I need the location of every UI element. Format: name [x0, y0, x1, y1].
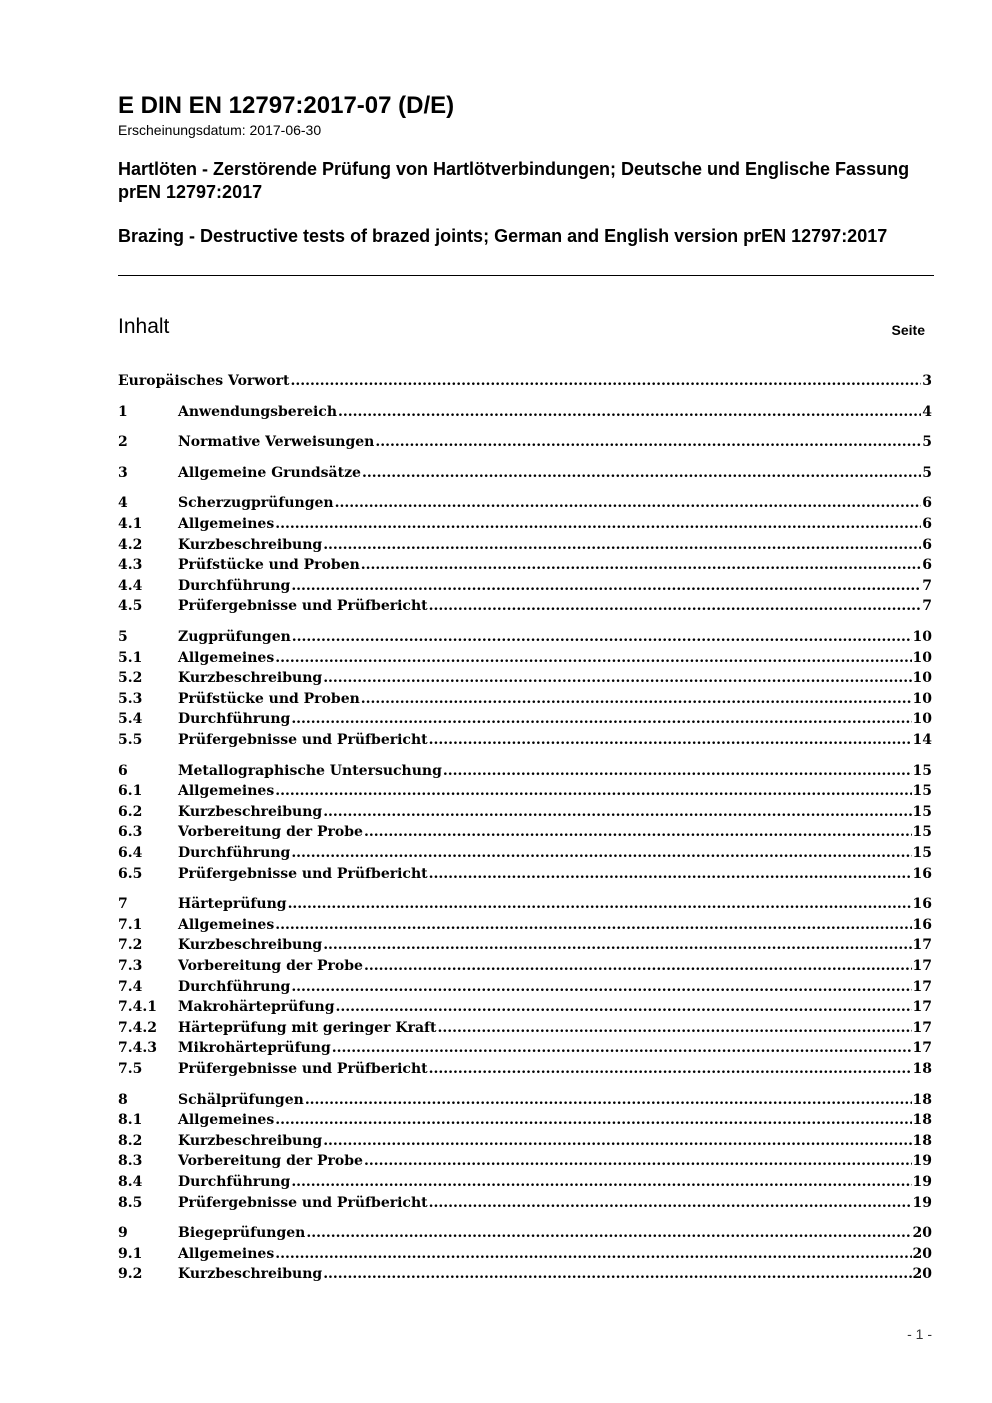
- toc-entry-title: Metallographische Untersuchung: [178, 762, 442, 779]
- toc-entry-page: 20: [912, 1225, 932, 1242]
- toc-entry-page: 10: [912, 711, 932, 728]
- toc-entry-number: 7: [118, 896, 128, 913]
- title-german: Hartlöten - Zerstörende Prüfung von Hartlötverbindungen; Deutsche und Englische Fassung prEN 12797:2017: [118, 159, 910, 202]
- toc-leader-dots: [429, 1193, 912, 1213]
- toc-entry-page: 7: [922, 598, 932, 615]
- toc-entry-number: 4.1: [118, 516, 143, 532]
- toc-entry-title: Allgemeine Grundsätze: [178, 464, 361, 481]
- toc-entry-page: 20: [912, 1245, 932, 1262]
- toc-leader-dots: [291, 371, 922, 391]
- toc-leader-dots: [323, 1264, 911, 1284]
- toc-entry[interactable]: [118, 1244, 932, 1264]
- toc-entry-title: Vorbereitung der Probe: [178, 1153, 363, 1170]
- toc-entry-page: 6: [922, 536, 932, 553]
- toc-entry-number: 9.1: [118, 1245, 143, 1262]
- toc-entry-number: 8.4: [118, 1174, 143, 1190]
- toc-entry-title: Prüfstücke und Proben: [178, 690, 360, 707]
- toc-leader-dots: [291, 977, 911, 997]
- toc-entry-page: 17: [912, 978, 932, 995]
- toc-leader-dots: [429, 1059, 912, 1079]
- toc-entry-page: 3: [922, 373, 932, 389]
- toc-entry-page: 17: [912, 937, 932, 954]
- toc-entry[interactable]: [118, 1193, 932, 1213]
- toc-entry-title: Allgemeines: [178, 1112, 275, 1129]
- toc-leader-dots: [323, 802, 911, 822]
- toc-entry[interactable]: [118, 864, 932, 884]
- toc-entry-title: Kurzbeschreibung: [178, 803, 323, 820]
- document-header: [118, 92, 934, 248]
- toc-entry-number: 8.1: [118, 1112, 143, 1129]
- toc-entry-title: Scherzugprüfungen: [178, 495, 334, 512]
- toc-entry-title: Vorbereitung der Probe: [178, 824, 363, 841]
- toc-entry-page: 4: [922, 403, 932, 420]
- toc-entry-number: 4.5: [118, 598, 143, 615]
- toc-leader-dots: [275, 1110, 911, 1130]
- toc-leader-dots: [336, 997, 912, 1017]
- toc-entry-number: 4.2: [118, 536, 143, 553]
- toc-leader-dots: [323, 668, 911, 688]
- toc-leader-dots: [275, 1244, 911, 1264]
- toc-entry-title: Durchführung: [178, 978, 291, 995]
- toc-entry-page: 16: [912, 896, 932, 913]
- toc-entry-page: 15: [912, 824, 932, 841]
- toc-entry[interactable]: [118, 1151, 932, 1171]
- toc-entry-page: 14: [912, 732, 932, 748]
- toc-entry[interactable]: [118, 1018, 932, 1038]
- toc-entry[interactable]: [118, 1059, 932, 1079]
- toc-entry[interactable]: [118, 1110, 932, 1130]
- toc-leader-dots: [288, 894, 912, 914]
- toc-entry[interactable]: [118, 894, 932, 914]
- header-divider: [118, 275, 934, 276]
- toc-entry[interactable]: [118, 1090, 932, 1110]
- toc-entry-title: Zugprüfungen: [178, 629, 291, 645]
- toc-leader-dots: [429, 864, 912, 884]
- toc-entry-page: 15: [912, 803, 932, 820]
- toc-entry-page: 10: [912, 649, 932, 666]
- toc-leader-dots: [443, 761, 912, 781]
- toc-entry-title: Härteprüfung mit geringer Kraft: [178, 1019, 437, 1036]
- toc-entry-page: 19: [912, 1153, 932, 1170]
- toc-entry-number: 5.5: [118, 732, 143, 748]
- toc-entry[interactable]: [118, 432, 932, 452]
- toc-entry-number: 8.2: [118, 1132, 143, 1149]
- toc-entry[interactable]: [118, 596, 932, 616]
- toc-entry-number: 5.3: [118, 690, 143, 707]
- toc-leader-dots: [291, 709, 911, 729]
- toc-entry-title: Kurzbeschreibung: [178, 536, 323, 553]
- toc-entry-page: 6: [922, 495, 932, 512]
- toc-entry-title: Härteprüfung: [178, 896, 287, 913]
- toc-entry-title: Schälprüfungen: [178, 1091, 304, 1108]
- toc-leader-dots: [275, 648, 911, 668]
- toc-entry-number: 6: [118, 762, 128, 779]
- toc-entry-number: 3: [118, 464, 128, 481]
- toc-entry[interactable]: [118, 761, 932, 781]
- toc-entry[interactable]: [118, 781, 932, 801]
- toc-entry-page: 20: [912, 1266, 932, 1283]
- toc-entry-number: 2: [118, 434, 128, 451]
- toc-entry[interactable]: [118, 493, 932, 513]
- toc-entry[interactable]: [118, 915, 932, 935]
- toc-page-label: Seite: [891, 322, 925, 338]
- toc-entry-number: 7.3: [118, 958, 143, 974]
- toc-entry-page: 6: [922, 557, 932, 574]
- toc-entry-page: 17: [912, 1040, 932, 1057]
- toc-entry-page: 15: [912, 845, 932, 861]
- toc-entry-number: 4.4: [118, 577, 143, 594]
- toc-entry-page: 6: [922, 516, 932, 532]
- toc-entry-title: Kurzbeschreibung: [178, 937, 323, 954]
- toc-leader-dots: [429, 730, 912, 750]
- toc-leader-dots: [306, 1223, 911, 1243]
- toc-entry-number: 5.1: [118, 649, 143, 666]
- toc-leader-dots: [361, 689, 912, 709]
- toc-entry-title: Durchführung: [178, 577, 291, 594]
- toc-entry[interactable]: [118, 555, 932, 575]
- title-english: Brazing - Destructive tests of brazed joints; German and English version prEN 12797:2017: [118, 226, 888, 246]
- toc-leader-dots: [364, 1151, 912, 1171]
- toc-entry[interactable]: [118, 402, 932, 422]
- toc-entry-page: 19: [912, 1194, 932, 1211]
- toc-entry[interactable]: [118, 689, 932, 709]
- toc-entry[interactable]: [118, 935, 932, 955]
- toc-entry-title: Durchführung: [178, 845, 291, 861]
- toc-leader-dots: [429, 596, 922, 616]
- toc-entry[interactable]: [118, 1131, 932, 1151]
- toc-entry-title: Anwendungsbereich: [178, 403, 337, 420]
- toc-entry-page: 15: [912, 783, 932, 800]
- toc-entry-title: Prüfergebnisse und Prüfbericht: [178, 1194, 428, 1211]
- toc-entry-number: 7.5: [118, 1061, 143, 1077]
- toc-entry-title: Europäisches Vorwort: [118, 373, 290, 389]
- toc-entry-page: 5: [922, 434, 932, 451]
- toc-entry-title: Allgemeines: [178, 916, 275, 933]
- toc-entry-number: 4.3: [118, 557, 143, 574]
- toc-entry[interactable]: [118, 668, 932, 688]
- toc-entry-title: Prüfergebnisse und Prüfbericht: [178, 865, 428, 882]
- toc-entry[interactable]: [118, 514, 932, 534]
- publication-date: Erscheinungsdatum: 2017-06-30: [118, 122, 322, 138]
- toc-entry-page: 10: [912, 670, 932, 687]
- toc-entry[interactable]: [118, 730, 932, 750]
- toc-entry-number: 7.4.2: [118, 1019, 157, 1036]
- toc-entry-page: 16: [912, 865, 932, 882]
- toc-entry-page: 10: [912, 629, 932, 645]
- toc-entry-number: 7.4.3: [118, 1040, 157, 1057]
- toc-entry-title: Biegeprüfungen: [178, 1225, 306, 1242]
- toc-entry-title: Prüfergebnisse und Prüfbericht: [178, 732, 428, 748]
- toc-entry-number: 5: [118, 629, 128, 645]
- toc-entry-number: 7.4: [118, 978, 143, 995]
- toc-entry-title: Normative Verweisungen: [178, 434, 375, 451]
- toc-entry[interactable]: [118, 627, 932, 647]
- toc-entry-page: 17: [912, 1019, 932, 1036]
- toc-entry-title: Vorbereitung der Probe: [178, 958, 363, 974]
- toc-entry-title: Allgemeines: [178, 649, 275, 666]
- toc-entry-title: Allgemeines: [178, 516, 275, 532]
- toc-entry[interactable]: [118, 463, 932, 483]
- toc-entry[interactable]: [118, 1038, 932, 1058]
- toc-entry-title: Allgemeines: [178, 1245, 275, 1262]
- toc-entry-page: 18: [912, 1091, 932, 1108]
- toc-entry[interactable]: [118, 956, 932, 976]
- toc-entry-title: Prüfergebnisse und Prüfbericht: [178, 1061, 428, 1077]
- page-number: - 1 -: [907, 1326, 932, 1342]
- toc-entry-number: 8.3: [118, 1153, 143, 1170]
- toc-entry-title: Kurzbeschreibung: [178, 1266, 323, 1283]
- toc-entry-number: 6.1: [118, 783, 143, 800]
- toc-entry-number: 9: [118, 1225, 128, 1242]
- toc-entry-title: Kurzbeschreibung: [178, 670, 323, 687]
- toc-leader-dots: [291, 576, 921, 596]
- toc-entry-title: Durchführung: [178, 711, 291, 728]
- toc-entry[interactable]: [118, 1264, 932, 1284]
- toc-entry[interactable]: [118, 648, 932, 668]
- toc-entry-number: 4: [118, 495, 128, 512]
- toc-entry[interactable]: [118, 576, 932, 596]
- toc-entry-title: Prüfstücke und Proben: [178, 557, 360, 574]
- toc-heading: Inhalt: [118, 315, 170, 338]
- toc-entry-page: 5: [922, 464, 932, 481]
- document-id: E DIN EN 12797:2017-07 (D/E): [118, 92, 455, 119]
- toc-leader-dots: [323, 935, 911, 955]
- toc-entry[interactable]: [118, 997, 932, 1017]
- toc-entry-page: 17: [912, 958, 932, 974]
- toc-entry[interactable]: [118, 822, 932, 842]
- toc-entry-number: 5.4: [118, 711, 143, 728]
- toc-leader-dots: [362, 463, 921, 483]
- toc-entry-page: 17: [912, 999, 932, 1016]
- toc-entry-number: 8.5: [118, 1194, 143, 1211]
- toc-leader-dots: [292, 627, 912, 647]
- toc-entry-page: 7: [922, 577, 932, 594]
- toc-entry-number: 6.5: [118, 865, 143, 882]
- toc-entry-page: 16: [912, 916, 932, 933]
- toc-leader-dots: [364, 956, 912, 976]
- toc-leader-dots: [364, 822, 912, 842]
- toc-leader-dots: [338, 402, 921, 422]
- toc-leader-dots: [275, 514, 921, 534]
- toc-entry-title: Mikrohärteprüfung: [178, 1040, 331, 1057]
- toc-entry-title: Durchführung: [178, 1174, 291, 1190]
- toc-entry-number: 7.1: [118, 916, 143, 933]
- toc-entry-number: 6.2: [118, 803, 143, 820]
- toc-leader-dots: [375, 432, 921, 452]
- toc-entry-number: 6.3: [118, 824, 143, 841]
- toc-leader-dots: [275, 915, 911, 935]
- toc-entry-number: 1: [118, 403, 128, 420]
- toc-entry[interactable]: [118, 535, 932, 555]
- toc-leader-dots: [323, 535, 921, 555]
- toc-entry-page: 19: [912, 1174, 932, 1190]
- toc-entry[interactable]: [118, 1172, 932, 1192]
- toc-entry-page: 18: [912, 1132, 932, 1149]
- toc-entry[interactable]: [118, 977, 932, 997]
- toc-entry-title: Makrohärteprüfung: [178, 999, 335, 1016]
- toc-leader-dots: [291, 1172, 911, 1192]
- toc-entry-title: Prüfergebnisse und Prüfbericht: [178, 598, 428, 615]
- toc-leader-dots: [361, 555, 921, 575]
- toc-leader-dots: [332, 1038, 912, 1058]
- toc-entry-page: 10: [912, 690, 932, 707]
- toc-leader-dots: [323, 1131, 911, 1151]
- toc-entry-number: 7.4.1: [118, 999, 157, 1016]
- toc-entry[interactable]: [118, 843, 932, 863]
- toc-entry-number: 7.2: [118, 937, 143, 954]
- toc-leader-dots: [275, 781, 911, 801]
- toc-entry-title: Kurzbeschreibung: [178, 1132, 323, 1149]
- toc-entry[interactable]: [118, 371, 932, 391]
- toc-entry-title: Allgemeines: [178, 783, 275, 800]
- toc-entry-number: 5.2: [118, 670, 143, 687]
- toc-entry-page: 18: [912, 1112, 932, 1129]
- toc-leader-dots: [335, 493, 922, 513]
- toc-entry-page: 15: [912, 762, 932, 779]
- toc-leader-dots: [438, 1018, 912, 1038]
- toc-entry-number: 9.2: [118, 1266, 143, 1283]
- toc-entry[interactable]: [118, 1223, 932, 1243]
- toc-leader-dots: [291, 843, 911, 863]
- toc-entry[interactable]: [118, 802, 932, 822]
- toc-entry-number: 6.4: [118, 845, 143, 861]
- toc-entry-number: 8: [118, 1091, 128, 1108]
- toc-entry[interactable]: [118, 709, 932, 729]
- toc-leader-dots: [305, 1090, 912, 1110]
- toc-entry-page: 18: [912, 1061, 932, 1077]
